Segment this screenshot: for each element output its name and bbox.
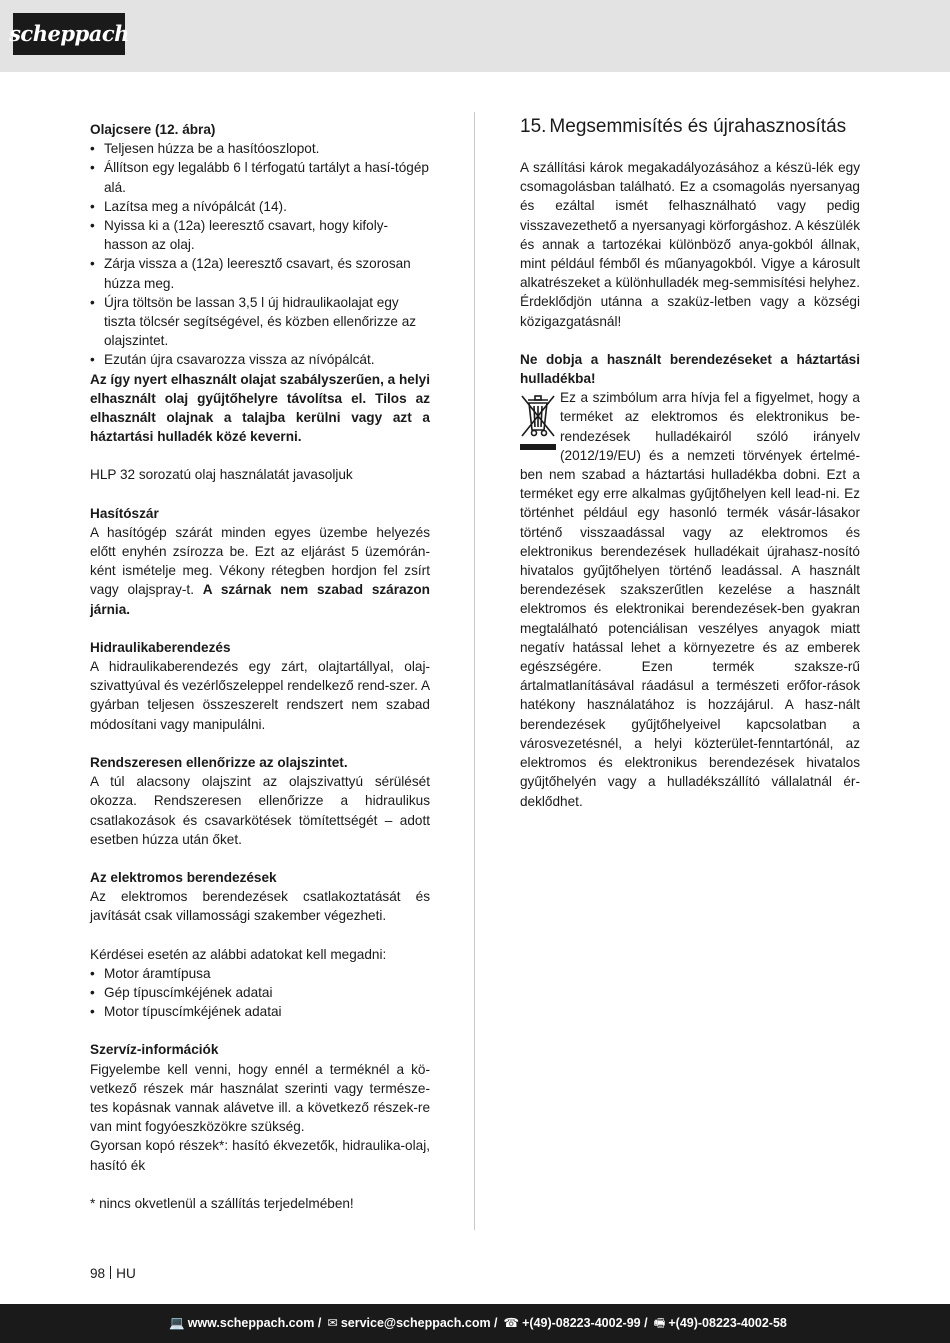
footer-phone[interactable]: +(49)-08223-4002-99 /	[522, 1315, 648, 1330]
section-heading	[520, 114, 860, 140]
hydraulic-title: Hidraulikaberendezés	[90, 639, 231, 655]
list-item: • Motor áramtípusa	[90, 964, 430, 983]
computer-icon: 💻	[169, 1315, 185, 1330]
electrical-text: Az elektromos berendezések csatlakoztatását és javítását csak villamossági szakember végezheti.	[90, 889, 430, 924]
page-number	[90, 1264, 136, 1283]
right-column	[520, 114, 860, 811]
hydraulic-text: A hidraulikaberendezés egy zárt, olajtartállyal, olaj-szivattyúval és vezérlőszeleppel rendelkező rend-szer. A gyárban teljesen összeszerelt rendszert nem szabad módosítani vagy manipulálni.	[90, 659, 431, 732]
service-wear-parts: Gyorsan kopó részek*: hasító ékvezetők, hidraulika-olaj, hasító ék	[90, 1138, 430, 1173]
blade-text	[90, 523, 430, 619]
questions-list	[90, 964, 430, 1022]
blade-text-body: A hasítógép szárát minden egyes üzembe helyezés előtt enyhén zsírozza be. Ezt az eljárást 5 üzemórán-ként ismételje meg. Vékony rétegben hordjon fel zsírt vagy olajspray-t.	[90, 524, 430, 598]
blade-title: Hasítószár	[90, 505, 159, 521]
list-item: • Gép típuscímkéjének adatai	[90, 983, 430, 1002]
footer-website[interactable]: www.scheppach.com /	[187, 1315, 322, 1330]
list-item: • Lazítsa meg a nívópálcát (14).	[90, 197, 430, 216]
questions-intro: Kérdései esetén az alábbi adatokat kell megadni:	[90, 946, 387, 962]
service-text: Figyelembe kell venni, hogy ennél a terméknél a kö-vetkező részek már használat szerinti vagy természe-tes kopásnak vannak alávetve ill. a következő részek-re van mint fogyóeszközökre szükség.	[90, 1061, 430, 1135]
column-divider	[474, 112, 475, 1230]
footer-email[interactable]: service@scheppach.com /	[340, 1315, 498, 1330]
list-item: • Motor típuscímkéjének adatai	[90, 1002, 430, 1021]
weee-text: Ez a szimbólum arra hívja fel a figyelmet, hogy a terméket az elektromos és elektronikus be-rendezések hulladékairól szóló irányelv (2012/19/EU) és a nemzeti törvények értelmé-ben nem szabad a háztartási hulladékba dobni. Ezt a terméket egy erre alkalmas gyűjtőhelyen kell lead-ni. Ez történhet például egy hasonló termék vásár-lásakor történő visszaadással vagy az elektromos és elektronikus berendezések hulladékait újrahasz-nosító hivatalos gyűjtőhelyen történő leadással. A használt berendezések szakszerűtlen kezelése a használt elektromos és elektronikai berendezések-ben gyakran megtalálható potenciálisan veszélyes anyagok miatt negatív hatással lehet a környezetre és az emberek egészségére. Ezen termék szaksze-rű ártalmatlanításával ráadásul a természeti erőfor-rások hatékony használatához is hozzájárul. A hasz-nált berendezések gyűjtőhelyeivel kapcsolatban a városvezetésnél, a helyi közterület-fenntartónál, az elektromos és elektronikus berendezések hivatalos gyűjtőhelyén vagy a hulladékszállító vállalatnál ér-deklődhet.	[520, 390, 860, 809]
oillevel-text: A túl alacsony olajszint az olajszivattyú sérülését okozza. Rendszeresen ellenőrizze a hidraulikus csatlakozások és csavarkötések tömítettségét – adott esetben húzza után őket.	[90, 774, 430, 847]
oillevel-title: Rendszeresen ellenőrizze az olajszintet.	[90, 754, 348, 770]
section-title: Megsemmisítés és újrahasznosítás	[549, 116, 847, 137]
crossed-bin-icon	[520, 392, 556, 454]
footer-bar	[0, 1304, 950, 1343]
header-bar	[0, 0, 950, 72]
page-language: HU	[116, 1266, 136, 1281]
list-item: • Újra töltsön be lassan 3,5 l új hidraulikaolajat egy tiszta tölcsér segítségével, és közben ellenőrizze az olajszintet.	[90, 293, 430, 351]
oilchange-title: Olajcsere (12. ábra)	[90, 122, 216, 137]
section-number: 15.	[520, 116, 547, 137]
fax-icon: 🖷	[653, 1315, 666, 1330]
electrical-title: Az elektromos berendezések	[90, 869, 277, 885]
left-column	[90, 120, 430, 1213]
email-icon: ✉	[327, 1315, 338, 1330]
brand-logo[interactable]: scheppach	[13, 13, 125, 55]
phone-icon: ☎	[503, 1315, 520, 1330]
footer-fax[interactable]: +(49)-08223-4002-58	[668, 1315, 787, 1330]
list-item: • Teljesen húzza be a hasítóoszlopot.	[90, 139, 430, 158]
oil-recommendation: HLP 32 sorozatú olaj használatát javasoljuk	[90, 467, 353, 483]
list-item: • Állítson egy legalább 6 l térfogatú tartályt a hasí-tógép alá.	[90, 158, 430, 196]
weee-block	[520, 388, 860, 810]
oilchange-warning: Az így nyert elhasznált olajat szabályszerűen, a helyi elhasznált olaj gyűjtőhelyre távolítsa el. Tilos az elhasznált olajnak a talajba kerülni vagy azt a háztartási hulladék közé keverni.	[90, 371, 430, 445]
list-item: • Zárja vissza a (12a) leeresztő csavart, és szorosan húzza meg.	[90, 254, 430, 292]
list-item: • Ezután újra csavarozza vissza az nívópálcát.	[90, 350, 430, 369]
list-item: • Nyissa ki a (12a) leeresztő csavart, hogy kifoly-hasson az olaj.	[90, 216, 430, 254]
packaging-paragraph: A szállítási károk megakadályozásához a készü-lék egy csomagolásban található. Ez a csomagolás nyersanyag és ezáltal ismét felhasználható vagy pedig visszavezethető a nyersanyagi körforgáshoz. A készülék és annak a tartozékai különböző anya-gokból állnak, mint például fémből és műanyagokból. Vigye a károsult alkatrészeket a különhulladék meg-semmisítési helyhez. Érdeklődjön utánna a szaküz-letben vagy a községi közigazgatásnál!	[520, 160, 860, 329]
weee-title: Ne dobja a használt berendezéseket a háztartási hulladékba!	[520, 351, 860, 387]
page-number-value: 98	[90, 1266, 106, 1281]
service-title: Szervíz-információk	[90, 1042, 219, 1058]
oilchange-steps	[90, 139, 430, 369]
service-footnote: * nincs okvetlenül a szállítás terjedelmében!	[90, 1195, 354, 1211]
blade-text-bold: A szárnak nem szabad szárazon járnia.	[90, 582, 430, 617]
